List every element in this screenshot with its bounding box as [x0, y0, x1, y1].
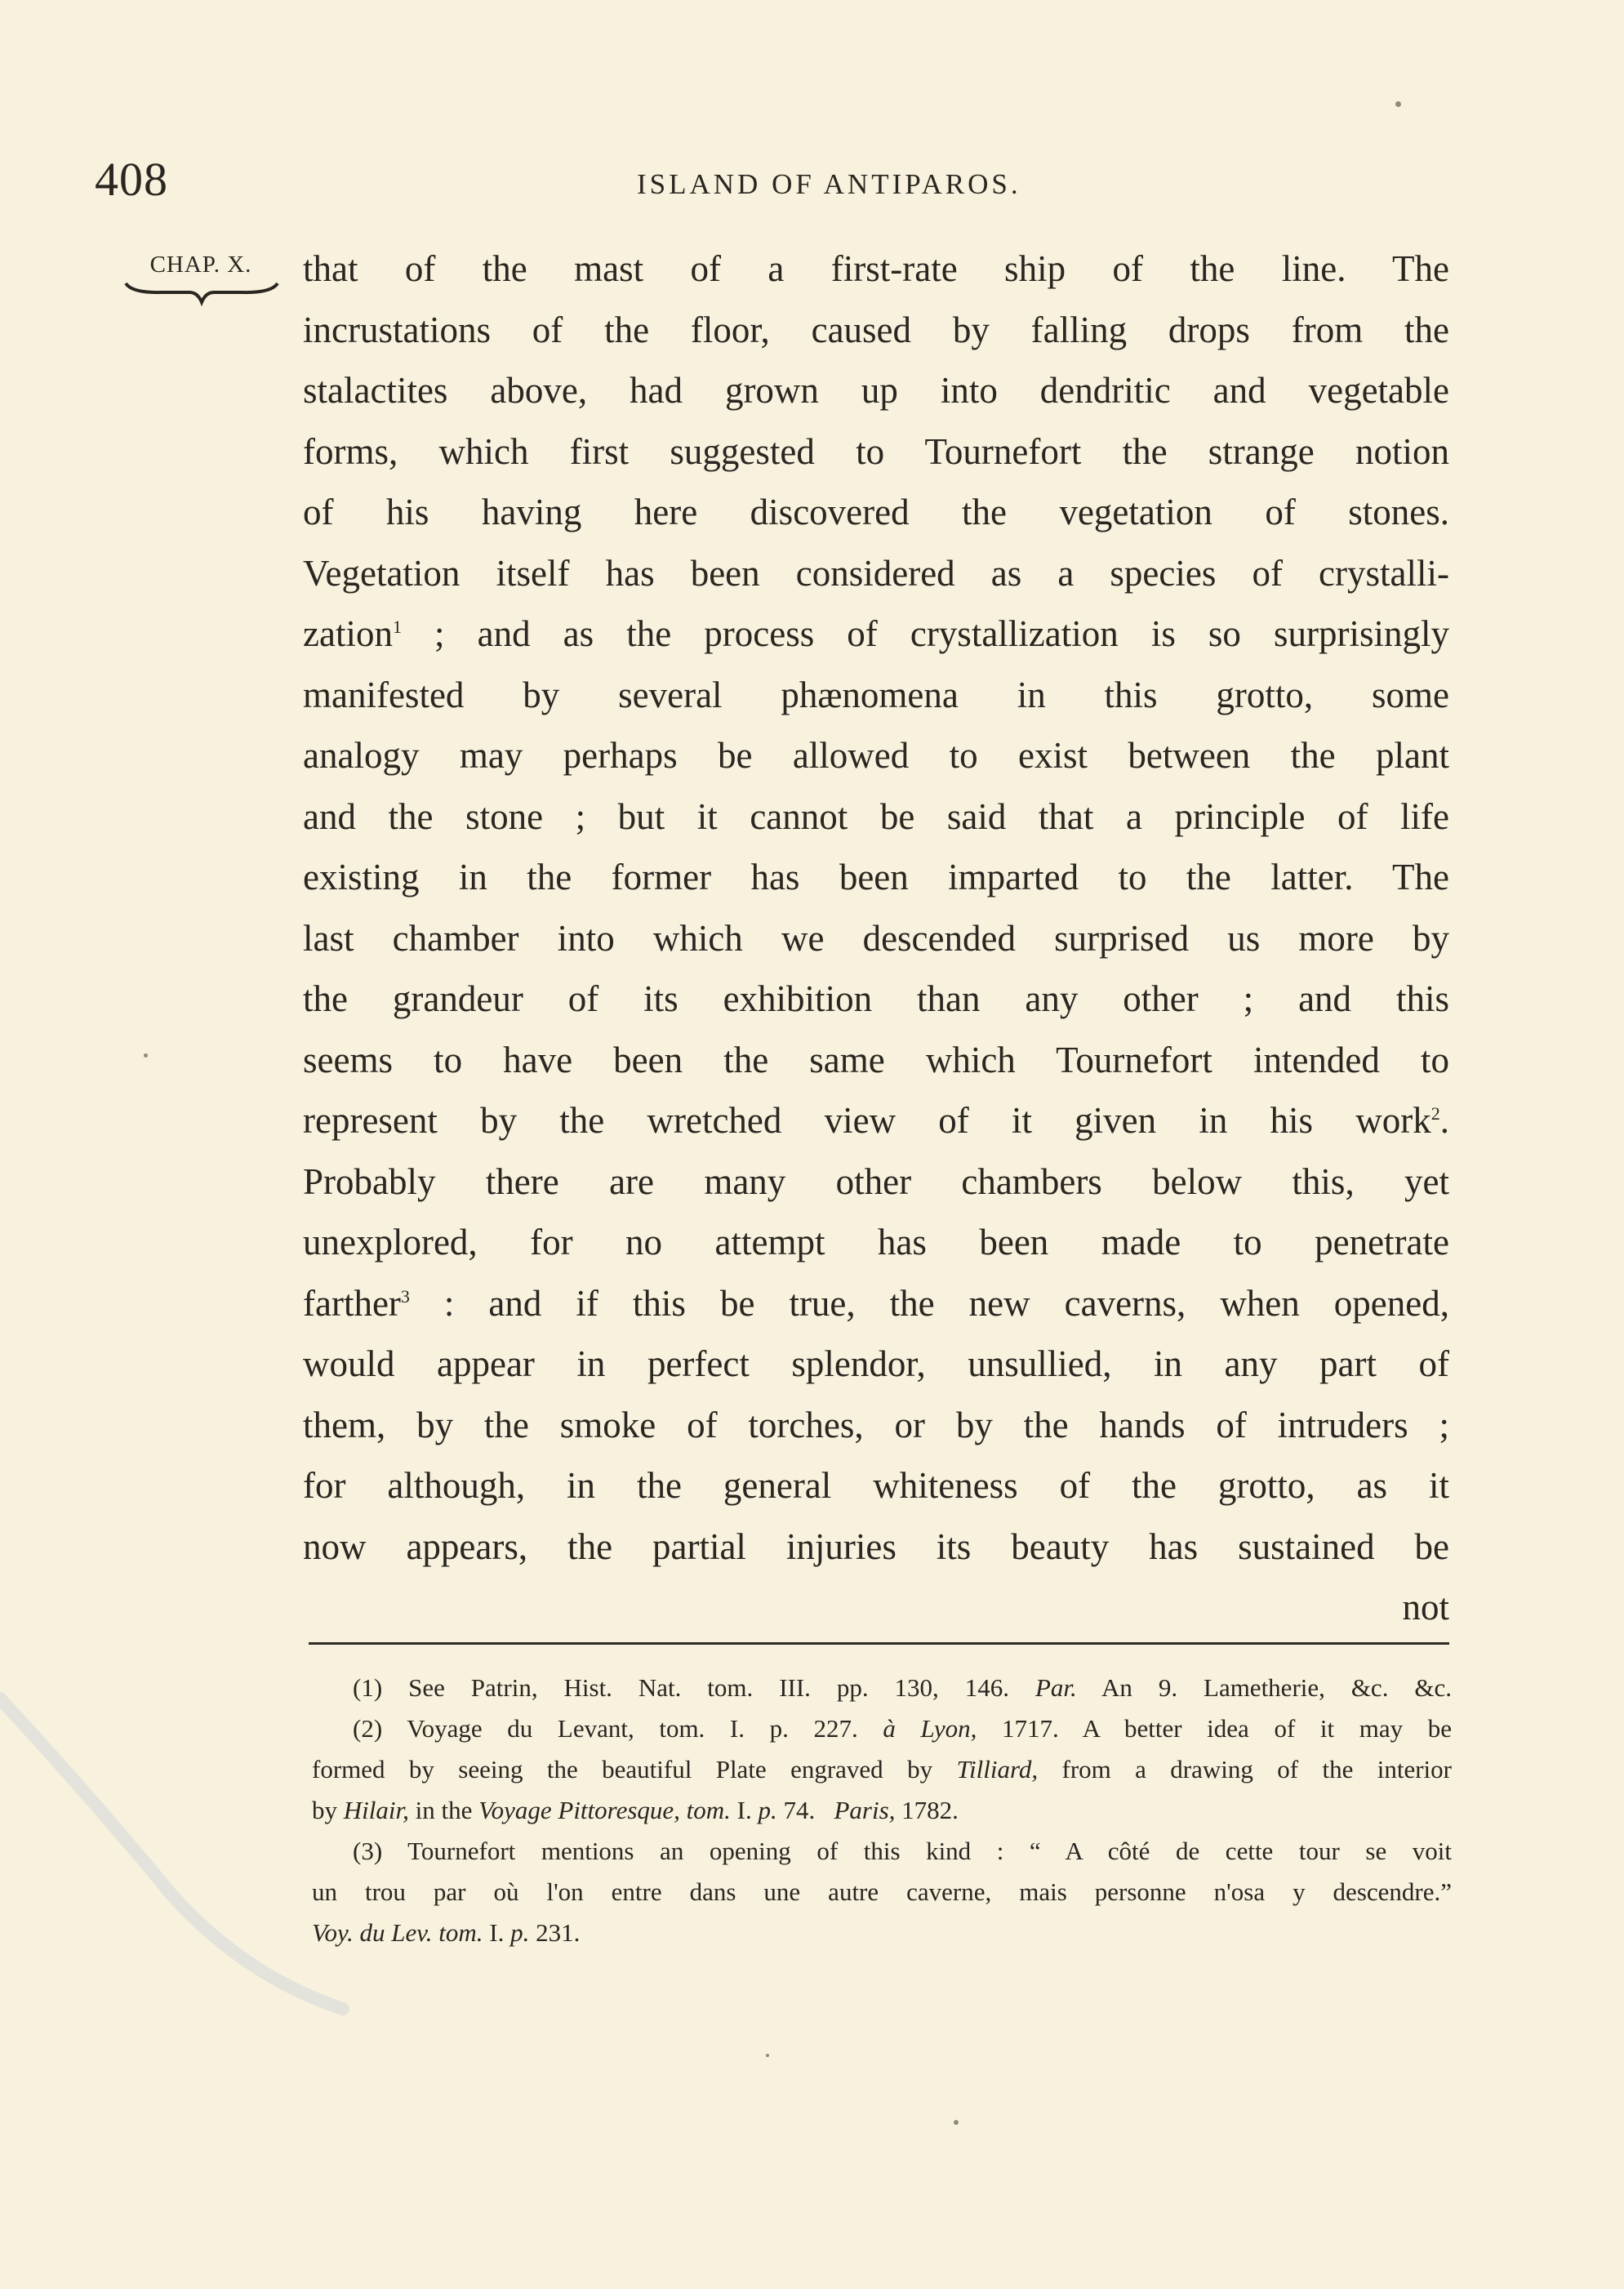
body-line: them, by the smoke of torches, or by the hands of intruders ; — [303, 1404, 1449, 1445]
body-line: for although, in the general whiteness of the grotto, as it — [303, 1465, 1449, 1506]
footnote-3: (3) Tournefort mentions an opening of this kind : “ A côté de cette tour se voit — [353, 1837, 1452, 1865]
paper-speck — [144, 1053, 148, 1058]
chapter-label: CHAP. X. — [149, 252, 252, 278]
footnote-3-line: Voy. du Lev. tom. I. p. 231. — [312, 1918, 581, 1947]
paper-speck — [954, 2120, 959, 2125]
body-line: forms, which first suggested to Tournefort the strange notion — [303, 430, 1449, 472]
body-line: existing in the former has been imparted to the latter. The — [303, 857, 1449, 897]
paper-speck — [766, 2054, 769, 2057]
footnote-2-line: by Hilair, in the Voyage Pittoresque, tom. I. p. 74. Paris, 1782. — [312, 1796, 959, 1824]
body-line: stalactites above, had grown up into dendritic and vegetable — [303, 370, 1449, 411]
body-text — [303, 238, 1449, 1638]
body-line: of his having here discovered the vegetation of stones. — [303, 492, 1449, 532]
catchword: not — [1402, 1587, 1449, 1628]
body-line: that of the mast of a first-rate ship of the line. The — [303, 248, 1449, 289]
body-line: and the stone ; but it cannot be said that a principle of life — [303, 795, 1449, 837]
body-line: now appears, the partial injuries its beauty has sustained be — [303, 1525, 1449, 1567]
body-line: Vegetation itself has been considered as a species of crystalli- — [303, 552, 1449, 594]
brace-ornament — [121, 280, 281, 310]
footnote-ref-2: 2 — [1430, 1103, 1440, 1124]
footnote-2: (2) Voyage du Levant, tom. I. p. 227. à Lyon, 1717. A better idea of it may be — [353, 1714, 1453, 1743]
page-number: 408 — [95, 153, 168, 206]
footnotes — [312, 1668, 1452, 1953]
body-line: would appear in perfect splendor, unsullied, in any part of — [303, 1343, 1449, 1384]
footnote-2-line: formed by seeing the beautiful Plate engraved by Tilliard, from a drawing of the interior — [312, 1755, 1452, 1784]
running-head: ISLAND OF ANTIPAROS. — [637, 168, 1021, 200]
body-line: Probably there are many other chambers below this, yet — [303, 1160, 1449, 1202]
body-line: analogy may perhaps be allowed to exist between the plant — [303, 735, 1449, 776]
paper-speck — [1395, 101, 1401, 107]
body-line: seems to have been the same which Tournefort intended to — [303, 1039, 1449, 1080]
footnote-ref-1: 1 — [392, 617, 402, 637]
body-line: the grandeur of its exhibition than any other ; and this — [303, 978, 1449, 1019]
body-line: farther$^3$ : and if this be true, the new caverns, when opened, — [303, 1282, 1449, 1324]
body-line: zation$^1$ ; and as the process of crystallization is so surprisingly — [303, 613, 1450, 654]
footnote-1: (1) See Patrin, Hist. Nat. tom. III. pp. 130, 146. Par. An 9. Lametherie, &c. &c. — [353, 1673, 1452, 1702]
chapter-side-note — [121, 252, 281, 310]
body-line: manifested by several phænomena in this grotto, some — [303, 674, 1449, 715]
body-line: represent by the wretched view of it given in his work$^2$. — [303, 1100, 1449, 1141]
body-line: unexplored, for no attempt has been made to penetrate — [303, 1222, 1449, 1263]
body-line: last chamber into which we descended surprised us more by — [303, 917, 1449, 959]
footnote-ref-3: 3 — [400, 1285, 410, 1307]
footnote-rule — [309, 1642, 1449, 1645]
body-line: incrustations of the floor, caused by falling drops from the — [303, 309, 1449, 350]
footnote-3-line: un trou par où l'on entre dans une autre caverne, mais personne n'osa y descendre.” — [312, 1877, 1452, 1906]
